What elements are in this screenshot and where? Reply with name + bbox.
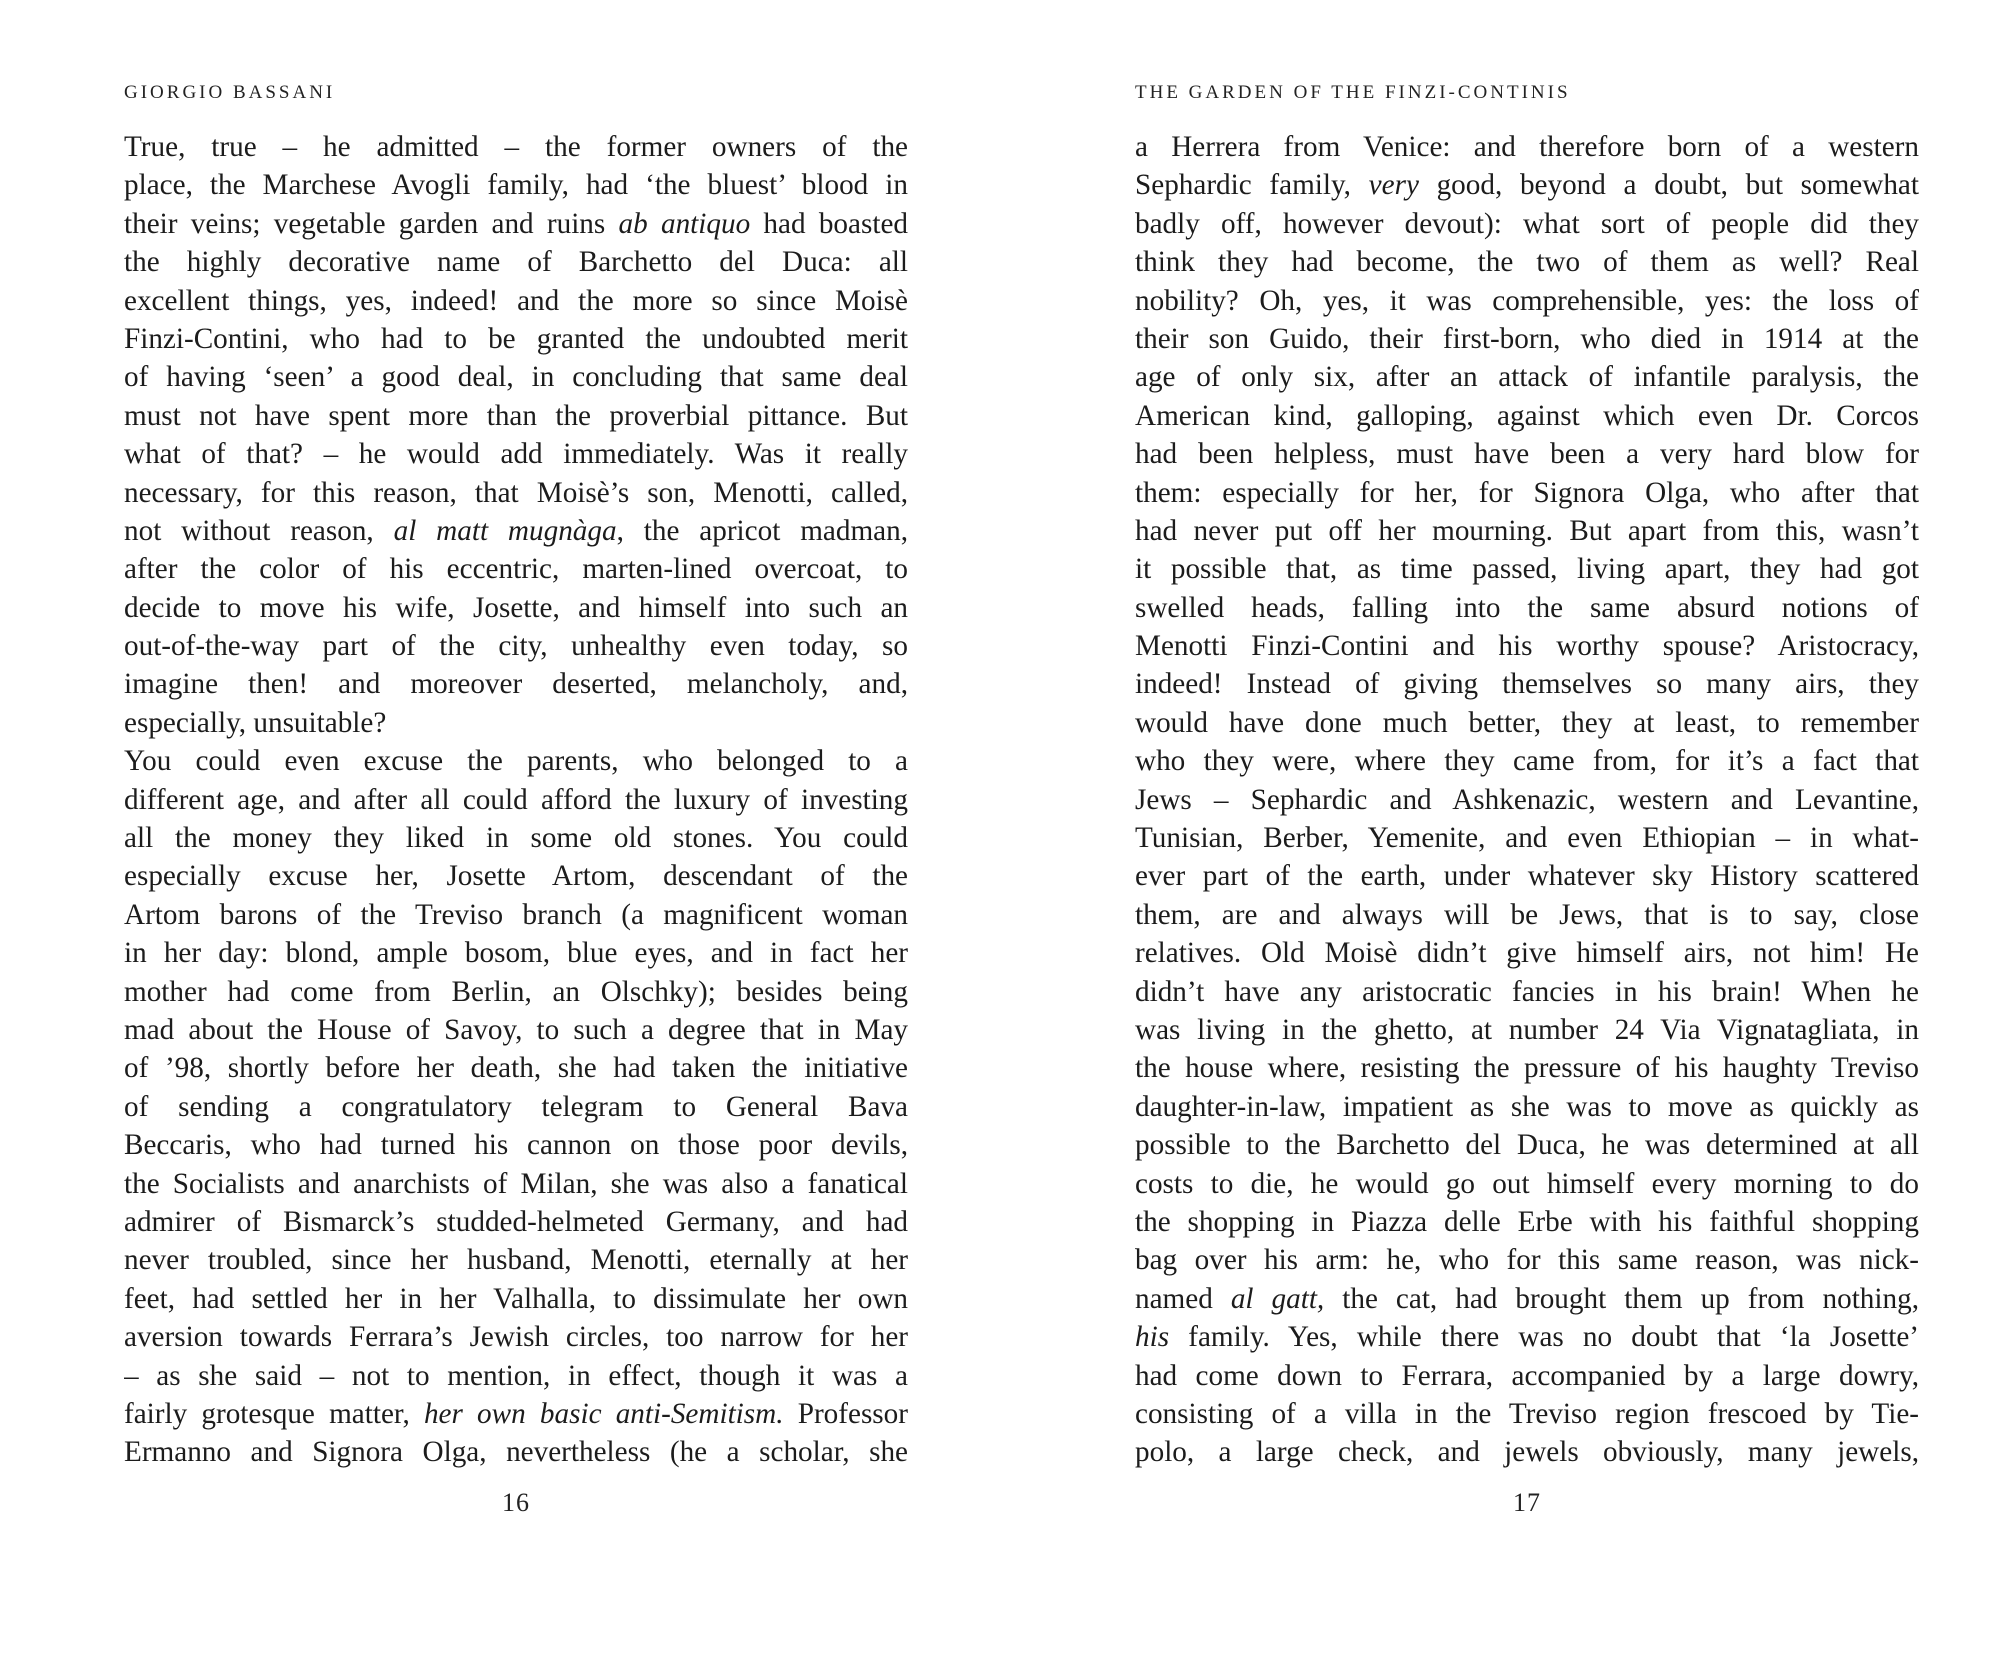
text-line: would have done much better, they at least, to remember [1135, 706, 1919, 739]
text-line: costs to die, he would go out himself every morning to do [1135, 1167, 1919, 1200]
text-line: possible to the Barchetto del Duca, he was determined at all [1135, 1129, 1919, 1162]
text-line: who they were, where they came from, for it’s a fact that [1135, 745, 1919, 778]
text-line: You could even excuse the parents, who belonged to a [124, 745, 908, 778]
text-line: American kind, galloping, against which even Dr. Corcos [1135, 399, 1919, 432]
italic-phrase: ab antiquo [618, 207, 751, 240]
text-line: place, the Marchese Avogli family, had ‘the bluest’ blood in [124, 169, 908, 202]
text-line: had been helpless, must have been a very hard blow for [1135, 438, 1919, 471]
text-line: necessary, for this reason, that Moisè’s son, Menotti, called, [124, 476, 908, 509]
text-line: indeed! Instead of giving themselves so many airs, they [1135, 668, 1919, 701]
text-line: different age, and after all could afford the luxury of investing [124, 783, 908, 816]
text-line: in her day: blond, ample bosom, blue eyes, and in fact her [124, 937, 908, 970]
text-line: – as she said – not to mention, in effect, though it was a [124, 1359, 908, 1392]
text-line: daughter-in-law, impatient as she was to move as quickly as [1135, 1090, 1919, 1123]
text-line: them, are and always will be Jews, that is to say, close [1135, 898, 1919, 931]
text-line: had never put off her mourning. But apart from this, wasn’t [1135, 514, 1919, 547]
text-line: polo, a large check, and jewels obviously, many jewels, [1135, 1436, 1919, 1469]
text-line: Finzi-Contini, who had to be granted the undoubted merit [124, 322, 908, 355]
text-line: their veins; vegetable garden and ruins ab antiquo had boasted [124, 207, 908, 240]
text-line: aversion towards Ferrara’s Jewish circles, too narrow for her [124, 1321, 908, 1354]
right-page [1135, 0, 1919, 1654]
text-line: their son Guido, their first-born, who died in 1914 at the [1135, 322, 1919, 355]
text-line: mother had come from Berlin, an Olschky); besides being [124, 975, 908, 1008]
text-line: imagine then! and moreover deserted, melancholy, and, [124, 668, 908, 701]
left-page-body [124, 128, 908, 1472]
italic-phrase: al matt mugnàga [393, 514, 617, 547]
text-line: the house where, resisting the pressure of his haughty Treviso [1135, 1052, 1919, 1085]
text-line: of having ‘seen’ a good deal, in concluding that same deal [124, 361, 908, 394]
text-line: didn’t have any aristocratic fancies in his brain! When he [1135, 975, 1919, 1008]
text-line: his family. Yes, while there was no doubt that ‘la Josette’ [1135, 1321, 1919, 1354]
text-line: excellent things, yes, indeed! and the more so since Moisè [124, 284, 908, 317]
text-line: had come down to Ferrara, accompanied by a large dowry, [1135, 1359, 1919, 1392]
page-number-left: 16 [502, 1488, 530, 1517]
text-line: a Herrera from Venice: and therefore born of a western [1135, 131, 1919, 163]
text-line: decide to move his wife, Josette, and himself into such an [124, 591, 908, 624]
text-line: never troubled, since her husband, Menotti, eternally at her [124, 1244, 908, 1277]
text-line: admirer of Bismarck’s studded-helmeted Germany, and had [124, 1205, 908, 1238]
text-line: relatives. Old Moisè didn’t give himself airs, not him! He [1135, 937, 1919, 970]
text-line: bag over his arm: he, who for this same reason, was nick- [1135, 1244, 1919, 1277]
text-line: mad about the House of Savoy, to such a degree that in May [124, 1013, 908, 1046]
text-line: the shopping in Piazza delle Erbe with his faithful shopping [1135, 1205, 1919, 1238]
text-line: named al gatt, the cat, had brought them up from nothing, [1135, 1282, 1919, 1315]
text-line: the highly decorative name of Barchetto del Duca: all [124, 246, 908, 279]
text-line: must not have spent more than the proverbial pittance. But [124, 399, 908, 432]
text-line: of ’98, shortly before her death, she had taken the initiative [124, 1052, 908, 1085]
text-line: True, true – he admitted – the former owners of the [124, 131, 908, 163]
text-line: was living in the ghetto, at number 24 Via Vignatagliata, in [1135, 1013, 1919, 1046]
text-line: Jews – Sephardic and Ashkenazic, western and Levantine, [1135, 783, 1919, 816]
text-line: all the money they liked in some old stones. You could [124, 822, 908, 855]
text-line: the Socialists and anarchists of Milan, she was also a fanatical [124, 1167, 908, 1200]
italic-phrase: his [1135, 1321, 1170, 1354]
text-line: Ermanno and Signora Olga, nevertheless (he a scholar, she [124, 1436, 908, 1469]
text-line: especially excuse her, Josette Artom, descendant of the [124, 860, 908, 893]
italic-phrase: her own basic anti-Semitism. [423, 1397, 784, 1430]
text-line: them: especially for her, for Signora Olga, who after that [1135, 476, 1919, 509]
text-line: consisting of a villa in the Treviso region frescoed by Tie- [1135, 1397, 1919, 1430]
text-line: Tunisian, Berber, Yemenite, and even Ethiopian – in what- [1135, 822, 1919, 855]
text-line: think they had become, the two of them as well? Real [1135, 246, 1919, 279]
text-line: nobility? Oh, yes, it was comprehensible, yes: the loss of [1135, 284, 1919, 317]
running-head-title: THE GARDEN OF THE FINZI-CONTINIS [1135, 82, 1571, 103]
text-line: it possible that, as time passed, living apart, they had got [1135, 553, 1919, 586]
text-line: not without reason, al matt mugnàga, the apricot madman, [124, 514, 908, 547]
running-head-author: GIORGIO BASSANI [124, 82, 336, 103]
text-line: especially, unsuitable? [124, 706, 387, 739]
text-line: Beccaris, who had turned his cannon on those poor devils, [124, 1129, 908, 1162]
text-line: Menotti Finzi-Contini and his worthy spouse? Aristocracy, [1135, 630, 1919, 663]
italic-phrase: very [1368, 169, 1419, 202]
right-page-body [1135, 128, 1919, 1472]
text-line: age of only six, after an attack of infantile paralysis, the [1135, 361, 1919, 394]
italic-phrase: al gatt, [1230, 1282, 1325, 1315]
text-line: badly off, however devout): what sort of people did they [1135, 207, 1919, 240]
text-line: out-of-the-way part of the city, unhealthy even today, so [124, 630, 908, 663]
text-line: of sending a congratulatory telegram to General Bava [124, 1090, 908, 1123]
page-number-right: 17 [1513, 1488, 1541, 1517]
text-line: Sephardic family, very good, beyond a doubt, but somewhat [1135, 169, 1919, 202]
text-line: after the color of his eccentric, marten-lined overcoat, to [124, 553, 908, 586]
text-line: feet, had settled her in her Valhalla, to dissimulate her own [124, 1282, 908, 1315]
text-line: what of that? – he would add immediately. Was it really [124, 438, 908, 471]
text-line: Artom barons of the Treviso branch (a magnificent woman [124, 898, 908, 931]
text-line: swelled heads, falling into the same absurd notions of [1135, 591, 1919, 624]
text-line: fairly grotesque matter, her own basic anti-Semitism. Professor [124, 1397, 908, 1430]
left-page [124, 0, 908, 1654]
text-line: ever part of the earth, under whatever sky History scattered [1135, 860, 1919, 893]
